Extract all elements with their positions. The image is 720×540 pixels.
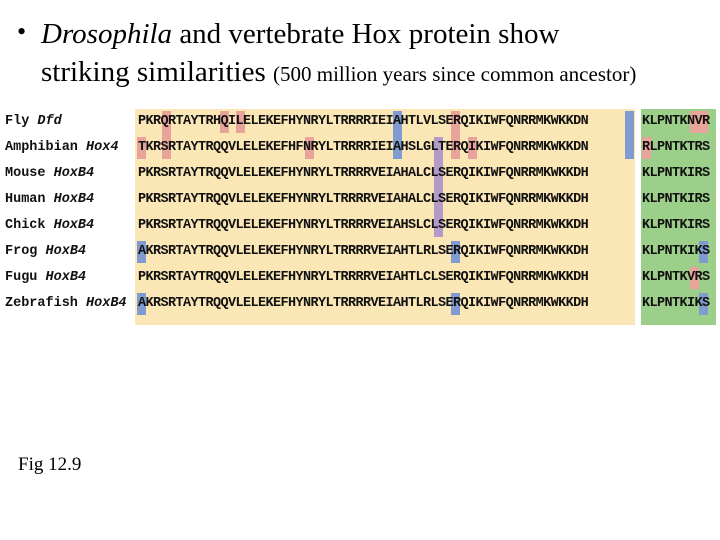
figure-caption: Fig 12.9	[18, 454, 82, 475]
title-line-2-text: striking similarities	[41, 56, 266, 88]
tail-sequence: KLPNTKVRS	[642, 270, 710, 285]
homeodomain-sequence: PKRSRTAYTRQQVLELEKEFHYNRYLTRRRRVEIAHTLCLSERQIKIWFQNRRMKWKKDH	[138, 270, 589, 285]
sequence-alignment	[0, 109, 720, 325]
gene-name: HoxB4	[53, 166, 95, 181]
tail-sequence: KLPNTKIRS	[642, 166, 710, 181]
species-name: Frog	[5, 244, 46, 259]
tail-sequence: RLPNTKTRS	[642, 140, 710, 155]
gene-name: HoxB4	[53, 218, 95, 233]
species-label	[5, 239, 86, 265]
homeodomain-sequence: PKRSRTAYTRQQVLELEKEFHYNRYLTRRRRVEIAHALCLSERQIKIWFQNRRMKWKKDH	[138, 192, 589, 207]
species-name: Chick	[5, 218, 54, 233]
homeodomain-sequence: AKRSRTAYTRQQVLELEKEFHYNRYLTRRRRVEIAHTLRLSERQIKIWFQNRRMKWKKDH	[138, 296, 589, 311]
homeodomain-sequence: PKRSRTAYTRQQVLELEKEFHYNRYLTRRRRVEIAHSLCLSERQIKIWFQNRRMKWKKDH	[138, 218, 589, 233]
species-label	[5, 291, 127, 317]
homeodomain-sequence: AKRSRTAYTRQQVLELEKEFHYNRYLTRRRRVEIAHTLRLSERQIKIWFQNRRMKWKKDH	[138, 244, 589, 259]
tail-sequence: KLPNTKIRS	[642, 192, 710, 207]
species-label	[5, 135, 118, 161]
species-label	[5, 109, 62, 135]
species-name: Zebrafish	[5, 296, 87, 311]
title-species-italic: Drosophila	[41, 18, 173, 50]
tail-sequence: KLPNTKNVR	[642, 114, 710, 129]
homeodomain-sequence: TKRSRTAYTRQQVLELEKEFHFNRYLTRRRRIEIAHSLGLTERQIKIWFQNRRMKWKKDN	[138, 140, 589, 155]
species-label	[5, 213, 94, 239]
gene-name: HoxB4	[45, 270, 87, 285]
species-name: Mouse	[5, 166, 54, 181]
homeodomain-sequence: PKRSRTAYTRQQVLELEKEFHYNRYLTRRRRVEIAHALCLSERQIKIWFQNRRMKWKKDH	[138, 166, 589, 181]
tail-sequence: KLPNTKIRS	[642, 218, 710, 233]
bullet-point: •	[17, 17, 27, 46]
title-line-1-rest: and vertebrate Hox protein show	[172, 18, 560, 50]
title-note: (500 million years since common ancestor)	[273, 62, 637, 86]
title-line-2	[41, 55, 636, 91]
title-line-1	[41, 17, 559, 51]
gene-name: HoxB4	[53, 192, 95, 207]
species-label	[5, 187, 94, 213]
gene-name: Dfd	[37, 114, 62, 129]
gene-name: Hox4	[86, 140, 119, 155]
tail-sequence: KLPNTKIKS	[642, 296, 710, 311]
species-name: Fugu	[5, 270, 46, 285]
homeodomain-sequence: PKRQRTAYTRHQILELEKEFHYNRYLTRRRRIEIAHTLVLSERQIKIWFQNRRMKWKKDN	[138, 114, 589, 129]
species-name: Amphibian	[5, 140, 87, 155]
species-label	[5, 265, 86, 291]
gene-name: HoxB4	[45, 244, 87, 259]
gene-name: HoxB4	[86, 296, 127, 311]
species-name: Fly	[5, 114, 38, 129]
tail-sequence: KLPNTKIKS	[642, 244, 710, 259]
species-label	[5, 161, 94, 187]
species-name: Human	[5, 192, 54, 207]
difference-highlight	[625, 111, 634, 159]
